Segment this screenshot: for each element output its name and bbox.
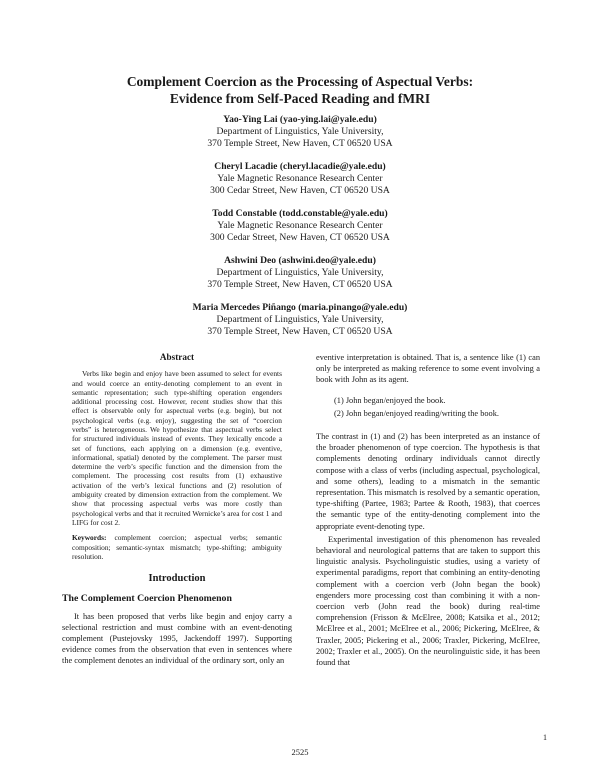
keywords-label: Keywords: <box>72 533 107 543</box>
left-column <box>62 352 292 667</box>
author-block <box>60 161 540 197</box>
author-affiliation: Yale Magnetic Resonance Research Center <box>217 220 383 231</box>
author-block <box>60 114 540 150</box>
author-affiliation: Department of Linguistics, Yale University, <box>216 314 384 325</box>
example-1: (1) John began/enjoyed the book. <box>334 395 446 405</box>
author-name: Todd Constable (todd.constable@yale.edu) <box>212 208 388 219</box>
author-name: Maria Mercedes Piñango (maria.pinango@yale.edu) <box>192 302 408 313</box>
intro-paragraph: It has been proposed that verbs like begin and enjoy carry a selectional restriction and must combine with an event-denoting complement (Pustejovsky 1995, Jackendoff 1997). Supporting evidence comes from the observation that even in sentences where the complement denotes an individual of the ordinary sort, only an <box>62 611 292 666</box>
body-paragraph: Experimental investigation of this phenomenon has revealed behavioral and neurological patterns that are taken to support this linguistic analysis. Psycholinguistic studies, using a variety of experimental paradigms, report that combining an entity-denoting complement with a coercion verb (John began the book) engenders more processing cost than combining it with a non-coercion verb (John read the book) during real-time comprehension (Frisson & McElree, 2008; Katsika et al., 2012; McElree et al., 2001; McElree et al., 2006; Pickering, McElree, & Traxler, 2005; Pickering et al., 2006; Traxler, Pickering, McElree, 2002; Traxler et al., 2005). On the neurolinguistic side, it has been found that <box>316 534 540 668</box>
example-2: (2) John began/enjoyed reading/writing the book. <box>334 408 499 418</box>
corner-mark: 1 <box>543 733 547 742</box>
author-address: 300 Cedar Street, New Haven, CT 06520 USA <box>210 185 390 196</box>
author-name: Yao-Ying Lai (yao-ying.lai@yale.edu) <box>223 114 377 125</box>
author-name: Cheryl Lacadie (cheryl.lacadie@yale.edu) <box>214 161 386 172</box>
introduction-heading: Introduction <box>148 573 206 585</box>
abstract-heading: Abstract <box>159 352 195 362</box>
author-affiliation: Yale Magnetic Resonance Research Center <box>217 173 383 184</box>
title-line-2: Evidence from Self-Paced Reading and fMRI <box>169 91 431 106</box>
right-column <box>316 352 540 668</box>
author-affiliation: Department of Linguistics, Yale University, <box>216 267 384 278</box>
example-list <box>334 395 540 419</box>
keywords <box>62 533 292 561</box>
body-paragraph: The contrast in (1) and (2) has been interpreted as an instance of the broader phenomenon of type coercion. The hypothesis is that complements denoting ordinary individuals cannot directly compose with a class of verbs (including aspectual, psychological, and some others), leading to a mismatch in the semantic representation. This mismatch is resolved by a semantic operation, type-shifting (Partee, 1983; Partee & Rooth, 1983), that coerces the semantic type of the entity-denoting complement into the appropriate event-denoting type. <box>316 432 540 531</box>
keywords-text: complement coercion; aspectual verbs; semantic composition; semantic-syntax mismatch; type-shifting; ambiguity resolution. <box>72 533 282 561</box>
author-name: Ashwini Deo (ashwini.deo@yale.edu) <box>224 255 376 266</box>
author-block <box>60 208 540 244</box>
title-line-1: Complement Coercion as the Processing of Aspectual Verbs: <box>126 74 474 89</box>
continued-paragraph: eventive interpretation is obtained. That is, a sentence like (1) can only be interpreted as making reference to some event involving a book with John as its agent. <box>316 353 540 385</box>
author-block <box>60 255 540 291</box>
author-block <box>60 302 540 338</box>
paper-title <box>40 73 560 107</box>
page-number: 2525 <box>291 747 309 757</box>
author-affiliation: Department of Linguistics, Yale University, <box>216 126 384 137</box>
abstract-body: Verbs like begin and enjoy have been assumed to select for events and would coerce an entity-denoting complement to an event in semantic representation; such type-shifting operation engenders additional processing cost. However, recent studies show that this effect is observable only for aspectual verbs (e.g. begin), but not psychological verbs (e.g. enjoy), suggesting the set of “coercion verbs” is heterogeneous. We hypothesize that aspectual verbs select for structured individuals instead of events. They lexically encode a set of functions, each applying on a dimension (e.g. eventive, informational, spatial) denoted by the complement. The parser must determine the verb’s specific function and the dimension from the complement. The processing cost results from (1) exhaustive activation of the verb’s lexical functions and (2) resolution of ambiguity created by dimension extraction from the complement. We show that processing aspectual verbs was more costly than psychological verbs and that it recruited Wernicke’s area for cost 1 and LIFG for cost 2. <box>72 369 282 527</box>
author-address: 300 Cedar Street, New Haven, CT 06520 USA <box>210 232 390 243</box>
author-address: 370 Temple Street, New Haven, CT 06520 USA <box>207 326 393 337</box>
author-address: 370 Temple Street, New Haven, CT 06520 USA <box>207 279 393 290</box>
author-address: 370 Temple Street, New Haven, CT 06520 USA <box>207 138 393 149</box>
subsection-heading: The Complement Coercion Phenomenon <box>62 593 232 605</box>
